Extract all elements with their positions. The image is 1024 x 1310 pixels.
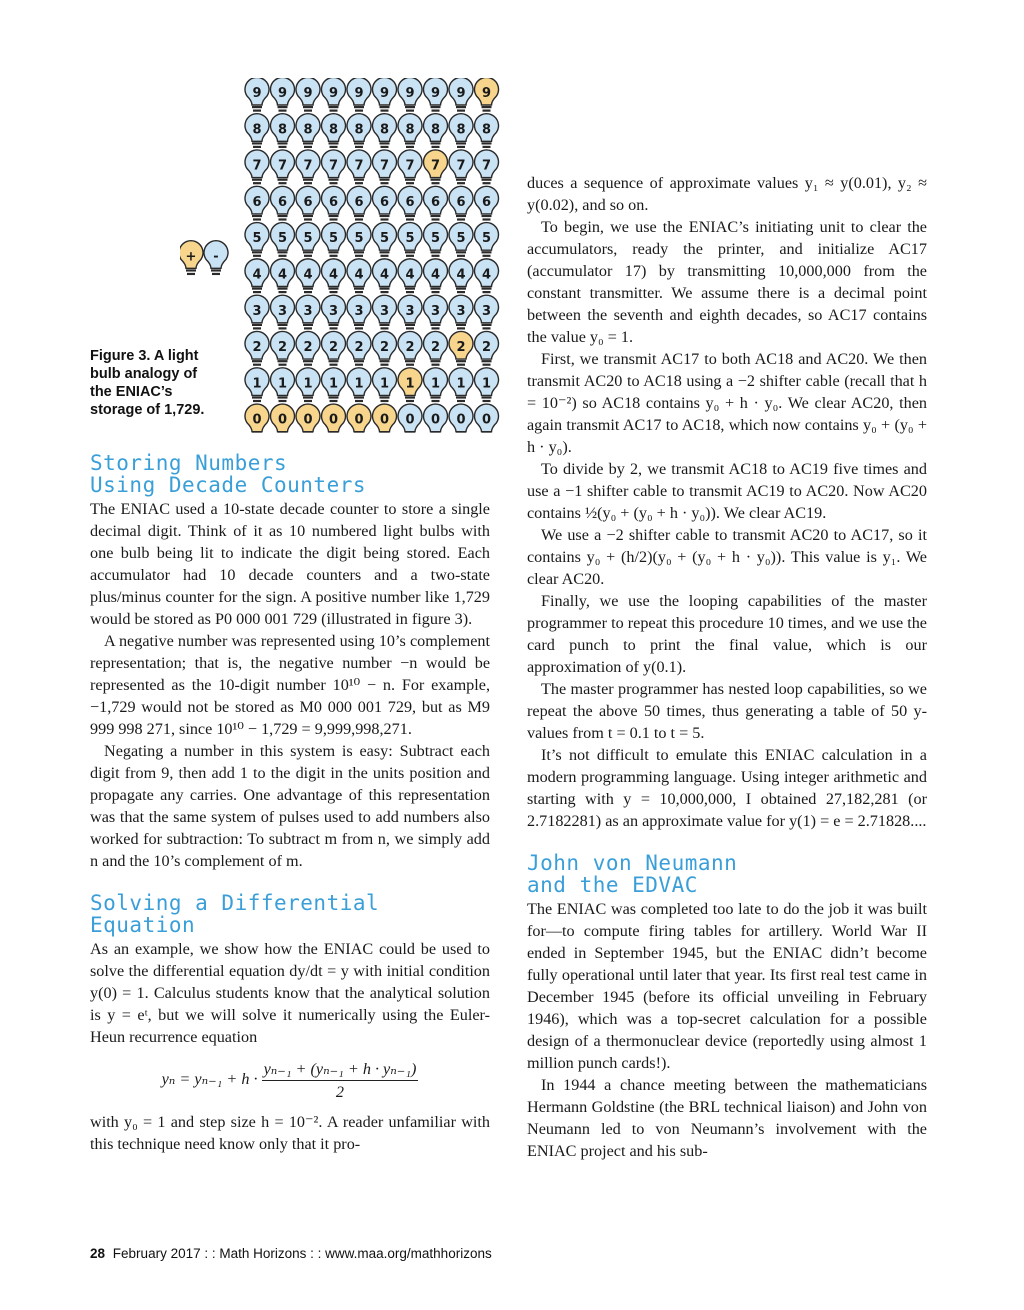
svg-text:0: 0: [328, 412, 339, 428]
equation-fraction: [262, 1058, 419, 1103]
svg-text:8: 8: [430, 122, 441, 138]
heading-line: and the EDVAC: [527, 873, 698, 897]
digit-bulb: [475, 368, 499, 402]
svg-text:0: 0: [252, 412, 262, 428]
lit-digit-bulb: [475, 78, 499, 112]
digit-bulb: [271, 223, 295, 257]
svg-text:1: 1: [354, 376, 364, 392]
svg-text:4: 4: [430, 267, 441, 283]
digit-bulb: [347, 295, 371, 329]
svg-text:7: 7: [277, 158, 288, 174]
digit-bulb: [296, 150, 320, 184]
page-footer: [90, 1246, 492, 1261]
svg-text:9: 9: [405, 86, 415, 101]
svg-text:2: 2: [430, 340, 441, 356]
digit-bulb: [398, 331, 422, 365]
svg-text:3: 3: [456, 303, 466, 319]
svg-text:3: 3: [252, 303, 262, 319]
recurrence-equation: [90, 1058, 490, 1103]
digit-bulb: [347, 259, 371, 293]
svg-text:3: 3: [405, 303, 415, 319]
light-bulb-grid: [180, 78, 500, 433]
svg-text:5: 5: [456, 231, 466, 247]
digit-bulb: [296, 331, 320, 365]
svg-text:2: 2: [328, 340, 339, 356]
right-column: [527, 172, 927, 1162]
svg-text:8: 8: [252, 122, 262, 138]
svg-text:7: 7: [430, 158, 441, 174]
svg-text:7: 7: [354, 158, 364, 174]
svg-text:4: 4: [252, 267, 262, 283]
digit-bulb: [271, 150, 295, 184]
svg-text:6: 6: [354, 194, 364, 210]
digit-bulb: [373, 150, 397, 184]
equation-lhs: yₙ = yₙ₋₁ + h ·: [161, 1070, 258, 1089]
lit-digit-bulb: [398, 368, 422, 402]
svg-text:3: 3: [354, 303, 364, 319]
svg-text:4: 4: [481, 267, 492, 283]
digit-bulb: [398, 259, 422, 293]
digit-bulb: [398, 114, 422, 148]
digit-bulb: [475, 186, 499, 220]
digit-bulb: [373, 223, 397, 257]
svg-text:6: 6: [430, 194, 441, 210]
paragraph: Negating a number in this system is easy: Subtract each digit from 9, then add 1 to the digit in the units position and propagate any carries. One advantage of this representation was that the same system of pulses used to add numbers also worked for subtraction: To subtract m from n, we simply add n and the 10’s complement of m.: [90, 742, 490, 870]
lit-digit-bulb: [449, 331, 473, 365]
digit-bulb: [373, 114, 397, 148]
svg-text:4: 4: [456, 267, 466, 283]
digit-bulb: [449, 223, 473, 257]
svg-text:0: 0: [379, 412, 390, 428]
sign-bulb: [204, 241, 228, 275]
svg-text:0: 0: [354, 412, 364, 428]
left-column: [90, 452, 490, 1155]
svg-text:3: 3: [277, 303, 288, 319]
digit-bulb: [245, 78, 269, 112]
digit-bulb: [398, 223, 422, 257]
digit-bulb: [271, 368, 295, 402]
paragraph: To divide by 2, we transmit AC18 to AC19 five times and use a −1 shifter cable to transmit AC19 to AC20. Now AC20 contains ½(y₀ + (y₀ + h · y₀)). We clear AC19.: [527, 460, 927, 522]
digit-bulb: [347, 331, 371, 365]
svg-text:5: 5: [354, 231, 364, 247]
svg-text:4: 4: [328, 267, 339, 283]
svg-text:8: 8: [405, 122, 415, 138]
digit-bulb: [449, 404, 473, 433]
svg-text:7: 7: [328, 158, 339, 174]
paragraph: with y₀ = 1 and step size h = 10⁻². A reader unfamiliar with this technique need know only that it pro-: [90, 1113, 490, 1153]
svg-text:6: 6: [405, 194, 415, 210]
digit-bulb: [424, 368, 448, 402]
digit-bulb: [347, 186, 371, 220]
svg-text:5: 5: [481, 231, 492, 247]
paragraph: First, we transmit AC17 to both AC18 and AC20. We then transmit AC20 to AC18 using a −2 shifter cable (recall that h = 10⁻²) so AC18 contains y₀ + h · y₀. We clear AC20, then again transmit AC17 to AC18, which now contains y₀ + (y₀ + h · y₀).: [527, 350, 927, 456]
digit-bulb: [296, 295, 320, 329]
digit-bulb: [296, 186, 320, 220]
svg-text:9: 9: [354, 86, 364, 101]
svg-text:9: 9: [328, 86, 339, 101]
digit-bulb: [449, 259, 473, 293]
svg-text:1: 1: [252, 376, 262, 392]
svg-text:2: 2: [379, 340, 390, 356]
digit-bulb: [373, 78, 397, 112]
svg-text:4: 4: [277, 267, 288, 283]
svg-text:8: 8: [456, 122, 466, 138]
heading-von-neumann-edvac: [527, 852, 927, 896]
digit-bulb: [449, 368, 473, 402]
heading-line: John von Neumann: [527, 851, 738, 875]
paragraph: duces a sequence of approximate values y₁ ≈ y(0.01), y₂ ≈ y(0.02), and so on.: [527, 174, 927, 214]
digit-bulb: [271, 114, 295, 148]
paragraph: The ENIAC used a 10-state decade counter to store a single decimal digit. Think of it as 10 numbered light bulbs with one bulb being lit to indicate the digit being stored. Each accumulator had 10 decade counters and a two-state plus/minus counter for the sign. A positive number like 1,729 would be stored as P0 000 001 729 (illustrated in figure 3).: [90, 500, 490, 628]
svg-text:7: 7: [303, 158, 313, 174]
digit-bulb: [424, 259, 448, 293]
digit-bulb: [271, 295, 295, 329]
paragraph: We use a −2 shifter cable to transmit AC20 to AC17, so it contains y₀ + (h/2)(y₀ + (y₀ + h · y₀)). This value is y₁. We clear AC20.: [527, 526, 927, 588]
svg-text:5: 5: [405, 231, 415, 247]
digit-bulb: [398, 150, 422, 184]
digit-bulb: [475, 223, 499, 257]
svg-text:8: 8: [354, 122, 364, 138]
digit-bulb: [271, 186, 295, 220]
paragraph: The master programmer has nested loop capabilities, so we repeat the above 50 times, thus generating a table of 50 y-values from t = 0.1 to t = 5.: [527, 680, 927, 742]
lit-digit-bulb: [271, 404, 295, 433]
svg-text:8: 8: [277, 122, 288, 138]
paragraph: In 1944 a chance meeting between the mathematicians Hermann Goldstine (the BRL technical liaison) and John von Neumann led to von Neumann’s involvement with the ENIAC project and his sub-: [527, 1076, 927, 1160]
digit-bulb: [296, 223, 320, 257]
svg-text:6: 6: [456, 194, 466, 210]
lit-digit-bulb: [296, 404, 320, 433]
svg-text:9: 9: [303, 86, 313, 101]
svg-text:3: 3: [303, 303, 313, 319]
paragraph: A negative number was represented using 10’s complement representation; that is, the negative number −n would be represented as the 10-digit number 10¹⁰ − n. For example, −1,729 would not be stored as M0 000 001 729, but as M9 999 998 271, since 10¹⁰ − 1,729 = 9,999,998,271.: [90, 632, 490, 738]
digit-bulb: [373, 368, 397, 402]
svg-text:7: 7: [379, 158, 390, 174]
digit-bulb: [322, 331, 346, 365]
svg-text:5: 5: [430, 231, 441, 247]
heading-line: Using Decade Counters: [90, 473, 367, 497]
svg-text:2: 2: [252, 340, 262, 356]
svg-text:3: 3: [328, 303, 339, 319]
svg-text:1: 1: [277, 376, 288, 392]
digit-bulb: [245, 186, 269, 220]
svg-text:3: 3: [430, 303, 441, 319]
svg-text:7: 7: [405, 158, 415, 174]
svg-text:5: 5: [277, 231, 288, 247]
digit-bulb: [449, 78, 473, 112]
lit-digit-bulb: [373, 404, 397, 433]
digit-bulb: [373, 259, 397, 293]
svg-text:8: 8: [379, 122, 390, 138]
svg-text:1: 1: [430, 376, 441, 392]
svg-text:1: 1: [328, 376, 339, 392]
svg-text:6: 6: [328, 194, 339, 210]
svg-text:1: 1: [379, 376, 390, 392]
digit-bulb: [271, 331, 295, 365]
svg-text:2: 2: [481, 340, 492, 356]
digit-bulb: [449, 295, 473, 329]
svg-text:9: 9: [430, 86, 441, 101]
lit-digit-bulb: [347, 404, 371, 433]
digit-bulb: [475, 114, 499, 148]
svg-text:6: 6: [481, 194, 492, 210]
page-number: 28: [90, 1246, 106, 1261]
digit-bulb: [296, 368, 320, 402]
digit-bulb: [424, 295, 448, 329]
svg-text:0: 0: [481, 412, 492, 428]
svg-text:4: 4: [303, 267, 313, 283]
digit-bulb: [245, 259, 269, 293]
digit-bulb: [296, 114, 320, 148]
svg-text:6: 6: [252, 194, 262, 210]
svg-text:1: 1: [456, 376, 466, 392]
digit-bulb: [398, 186, 422, 220]
digit-bulb: [398, 404, 422, 433]
svg-text:3: 3: [481, 303, 492, 319]
digit-bulb: [449, 150, 473, 184]
digit-bulb: [449, 114, 473, 148]
sign-bulb: [180, 241, 203, 275]
svg-text:7: 7: [481, 158, 492, 174]
digit-bulb: [475, 295, 499, 329]
svg-text:0: 0: [405, 412, 415, 428]
digit-bulb: [322, 150, 346, 184]
heading-line: Solving a Differential: [90, 891, 380, 915]
lit-digit-bulb: [424, 150, 448, 184]
svg-text:2: 2: [277, 340, 288, 356]
equation-numerator: yₙ₋₁ + (yₙ₋₁ + h · yₙ₋₁): [262, 1058, 419, 1081]
digit-bulb: [449, 186, 473, 220]
digit-bulb: [398, 78, 422, 112]
svg-text:-: -: [213, 249, 219, 265]
heading-solving-differential-equation: [90, 892, 490, 936]
digit-bulb: [245, 368, 269, 402]
svg-text:4: 4: [354, 267, 364, 283]
paragraph: As an example, we show how the ENIAC could be used to solve the differential equation dy/dt = y with initial condition y(0) = 1. Calculus students know that the analytical solution is y = eᵗ, but we will solve it numerically using the Euler-Heun recurrence equation: [90, 940, 490, 1046]
digit-bulb: [271, 259, 295, 293]
digit-bulb: [322, 259, 346, 293]
svg-text:4: 4: [379, 267, 390, 283]
svg-text:9: 9: [277, 86, 288, 101]
svg-text:2: 2: [405, 340, 415, 356]
svg-text:6: 6: [379, 194, 390, 210]
svg-text:4: 4: [405, 267, 415, 283]
svg-text:8: 8: [328, 122, 339, 138]
digit-bulb: [245, 331, 269, 365]
lit-digit-bulb: [245, 404, 269, 433]
digit-bulb: [347, 150, 371, 184]
svg-text:0: 0: [430, 412, 441, 428]
digit-bulb: [322, 114, 346, 148]
digit-bulb: [373, 295, 397, 329]
digit-bulb: [322, 223, 346, 257]
digit-bulb: [245, 223, 269, 257]
digit-bulb: [424, 78, 448, 112]
svg-text:+: +: [185, 249, 197, 265]
digit-bulb: [245, 114, 269, 148]
svg-text:6: 6: [303, 194, 313, 210]
heading-storing-numbers: [90, 452, 490, 496]
svg-text:7: 7: [456, 158, 466, 174]
digit-bulb: [322, 368, 346, 402]
svg-text:9: 9: [379, 86, 390, 101]
svg-text:1: 1: [481, 376, 492, 392]
svg-text:2: 2: [456, 340, 466, 356]
digit-bulb: [322, 295, 346, 329]
paragraph: It’s not difficult to emulate this ENIAC calculation in a modern programming language. Using integer arithmetic and starting with y = 10,000,000, I obtained 27,182,281 (or 2.7182281) as an approximate value for y(1) = e = 2.71828....: [527, 746, 927, 830]
heading-line: Storing Numbers: [90, 451, 288, 475]
digit-bulb: [475, 331, 499, 365]
decade-counter-figure: [180, 78, 500, 433]
svg-text:9: 9: [456, 86, 466, 101]
svg-text:5: 5: [303, 231, 313, 247]
digit-bulb: [322, 78, 346, 112]
svg-text:6: 6: [277, 194, 288, 210]
digit-bulb: [271, 78, 295, 112]
digit-bulb: [424, 404, 448, 433]
digit-bulb: [296, 78, 320, 112]
heading-line: Equation: [90, 913, 196, 937]
digit-bulb: [424, 331, 448, 365]
svg-text:2: 2: [303, 340, 313, 356]
svg-text:2: 2: [354, 340, 364, 356]
svg-text:0: 0: [277, 412, 288, 428]
digit-bulb: [475, 259, 499, 293]
digit-bulb: [347, 223, 371, 257]
digit-bulb: [398, 295, 422, 329]
digit-bulb: [245, 150, 269, 184]
digit-bulb: [347, 78, 371, 112]
svg-text:0: 0: [456, 412, 466, 428]
digit-bulb: [245, 295, 269, 329]
digit-bulb: [347, 114, 371, 148]
equation-denominator: 2: [335, 1083, 345, 1101]
svg-text:1: 1: [303, 376, 313, 392]
digit-bulb: [424, 114, 448, 148]
digit-bulb: [424, 186, 448, 220]
digit-bulb: [475, 404, 499, 433]
paragraph: The ENIAC was completed too late to do the job it was built for—to compute firing tables for artillery. World War II ended in September 1945, but the ENIAC didn’t become fully operational until later that year. Its first real test came in December 1945 (before its official unveiling in February 1946), which was a top-secret calculation for a possible design of a thermonuclear device (reportedly using almost 1 million punch cards!).: [527, 900, 927, 1072]
digit-bulb: [322, 186, 346, 220]
lit-digit-bulb: [322, 404, 346, 433]
svg-text:5: 5: [252, 231, 262, 247]
svg-text:1: 1: [405, 376, 415, 392]
svg-text:5: 5: [379, 231, 390, 247]
svg-text:3: 3: [379, 303, 390, 319]
paragraph: To begin, we use the ENIAC’s initiating unit to clear the accumulators, ready the printer, and initialize AC17 (accumulator 17) by transmitting 10,000,000 from the constant transmitter. We assume there is a decimal point between the seventh and eighth decades, so AC17 contains the value y₀ = 1.: [527, 218, 927, 346]
svg-text:8: 8: [481, 122, 492, 138]
svg-text:9: 9: [252, 86, 262, 101]
svg-text:5: 5: [328, 231, 339, 247]
digit-bulb: [424, 223, 448, 257]
figure-caption: Figure 3. A light bulb analogy of the ENIAC’s storage of 1,729.: [90, 348, 205, 418]
digit-bulb: [475, 150, 499, 184]
svg-text:9: 9: [481, 86, 492, 101]
digit-bulb: [347, 368, 371, 402]
digit-bulb: [373, 331, 397, 365]
svg-text:7: 7: [252, 158, 262, 174]
digit-bulb: [373, 186, 397, 220]
footer-text: February 2017 : : Math Horizons : : www.maa.org/mathhorizons: [112, 1246, 492, 1261]
svg-text:8: 8: [303, 122, 313, 138]
paragraph: Finally, we use the looping capabilities of the master programmer to repeat this procedure 10 times, and we use the card punch to print the final value, which is our approximation of y(0.1).: [527, 592, 927, 676]
digit-bulb: [296, 259, 320, 293]
svg-text:0: 0: [303, 412, 313, 428]
